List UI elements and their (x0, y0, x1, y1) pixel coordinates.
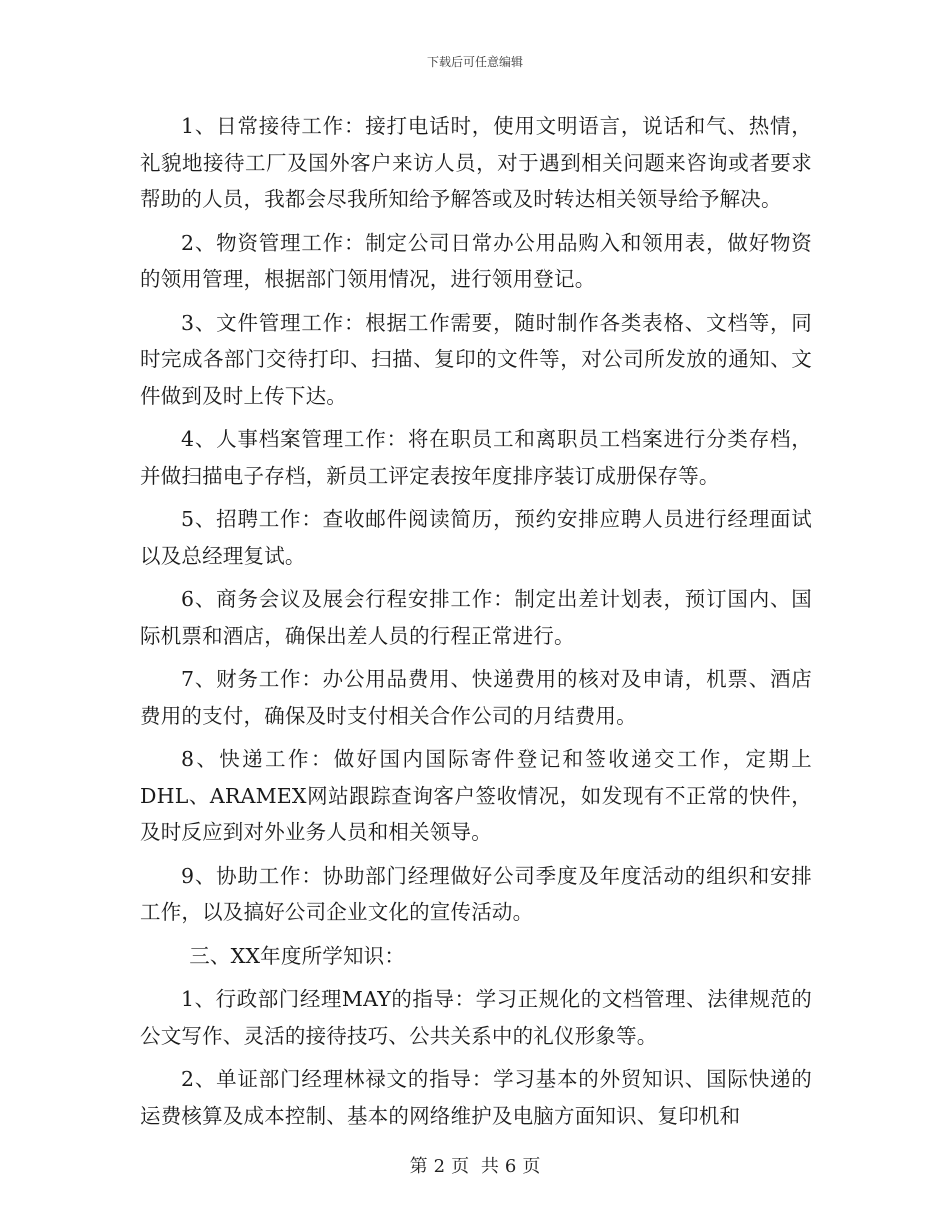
document-body (140, 108, 812, 1141)
paragraph-daily-reception: 1、日常接待工作：接打电话时，使用文明语言，说话和气、热情，礼貌地接待工厂及国外客户来访人员，对于遇到相关问题来咨询或者要求帮助的人员，我都会尽我所知给予解答或及时转达相关领导给予解决。 (140, 114, 812, 211)
footer-page-number: 2 (433, 1156, 446, 1177)
footer-suffix: 页 (522, 1156, 541, 1177)
paragraph-docs-manager-guidance: 2、单证部门经理林禄文的指导：学习基本的外贸知识、国际快递的运费核算及成本控制、基本的网络维护及电脑方面知识、复印机和 (140, 1067, 812, 1128)
paragraph-courier: 8、快递工作：做好国内国际寄件登记和签收递交工作，定期上DHL、ARAMEX网站跟踪查询客户签收情况，如发现有不正常的快件，及时反应到对外业务人员和相关领导。 (140, 747, 812, 844)
page-footer (0, 1152, 950, 1178)
section-heading-knowledge: 三、XX年度所学知识： (189, 943, 406, 968)
footer-total-pages: 6 (504, 1156, 517, 1177)
paragraph-supplies-management: 2、物资管理工作：制定公司日常办公用品购入和领用表，做好物资的领用管理，根据部门领用情况，进行领用登记。 (140, 230, 812, 291)
paragraph-admin-manager-guidance: 1、行政部门经理MAY的指导：学习正规化的文档管理、法律规范的公文写作、灵活的接待技巧、公共关系中的礼仪形象等。 (140, 987, 812, 1048)
footer-prefix: 第 (409, 1156, 428, 1177)
paragraph-assistance: 9、协助工作：协助部门经理做好公司季度及年度活动的组织和安排工作，以及搞好公司企业文化的宣传活动。 (140, 863, 812, 924)
paragraph-finance: 7、财务工作：办公用品费用、快递费用的核对及申请，机票、酒店费用的支付，确保及时支付相关合作公司的月结费用。 (140, 667, 812, 728)
header-note: 下载后可任意编辑 (426, 55, 523, 69)
paragraph-file-management: 3、文件管理工作：根据工作需要，随时制作各类表格、文档等，同时完成各部门交待打印、扫描、复印的文件等，对公司所发放的通知、文件做到及时上传下达。 (140, 310, 812, 408)
paragraph-personnel-archives: 4、人事档案管理工作：将在职员工和离职员工档案进行分类存档，并做扫描电子存档，新员工评定表按年度排序装订成册保存等。 (140, 427, 812, 488)
footer-middle: 页 共 (451, 1156, 499, 1177)
paragraph-business-travel: 6、商务会议及展会行程安排工作：制定出差计划表，预订国内、国际机票和酒店，确保出差人员的行程正常进行。 (140, 587, 812, 648)
paragraph-recruitment: 5、招聘工作：查收邮件阅读简历，预约安排应聘人员进行经理面试以及总经理复试。 (140, 507, 812, 568)
